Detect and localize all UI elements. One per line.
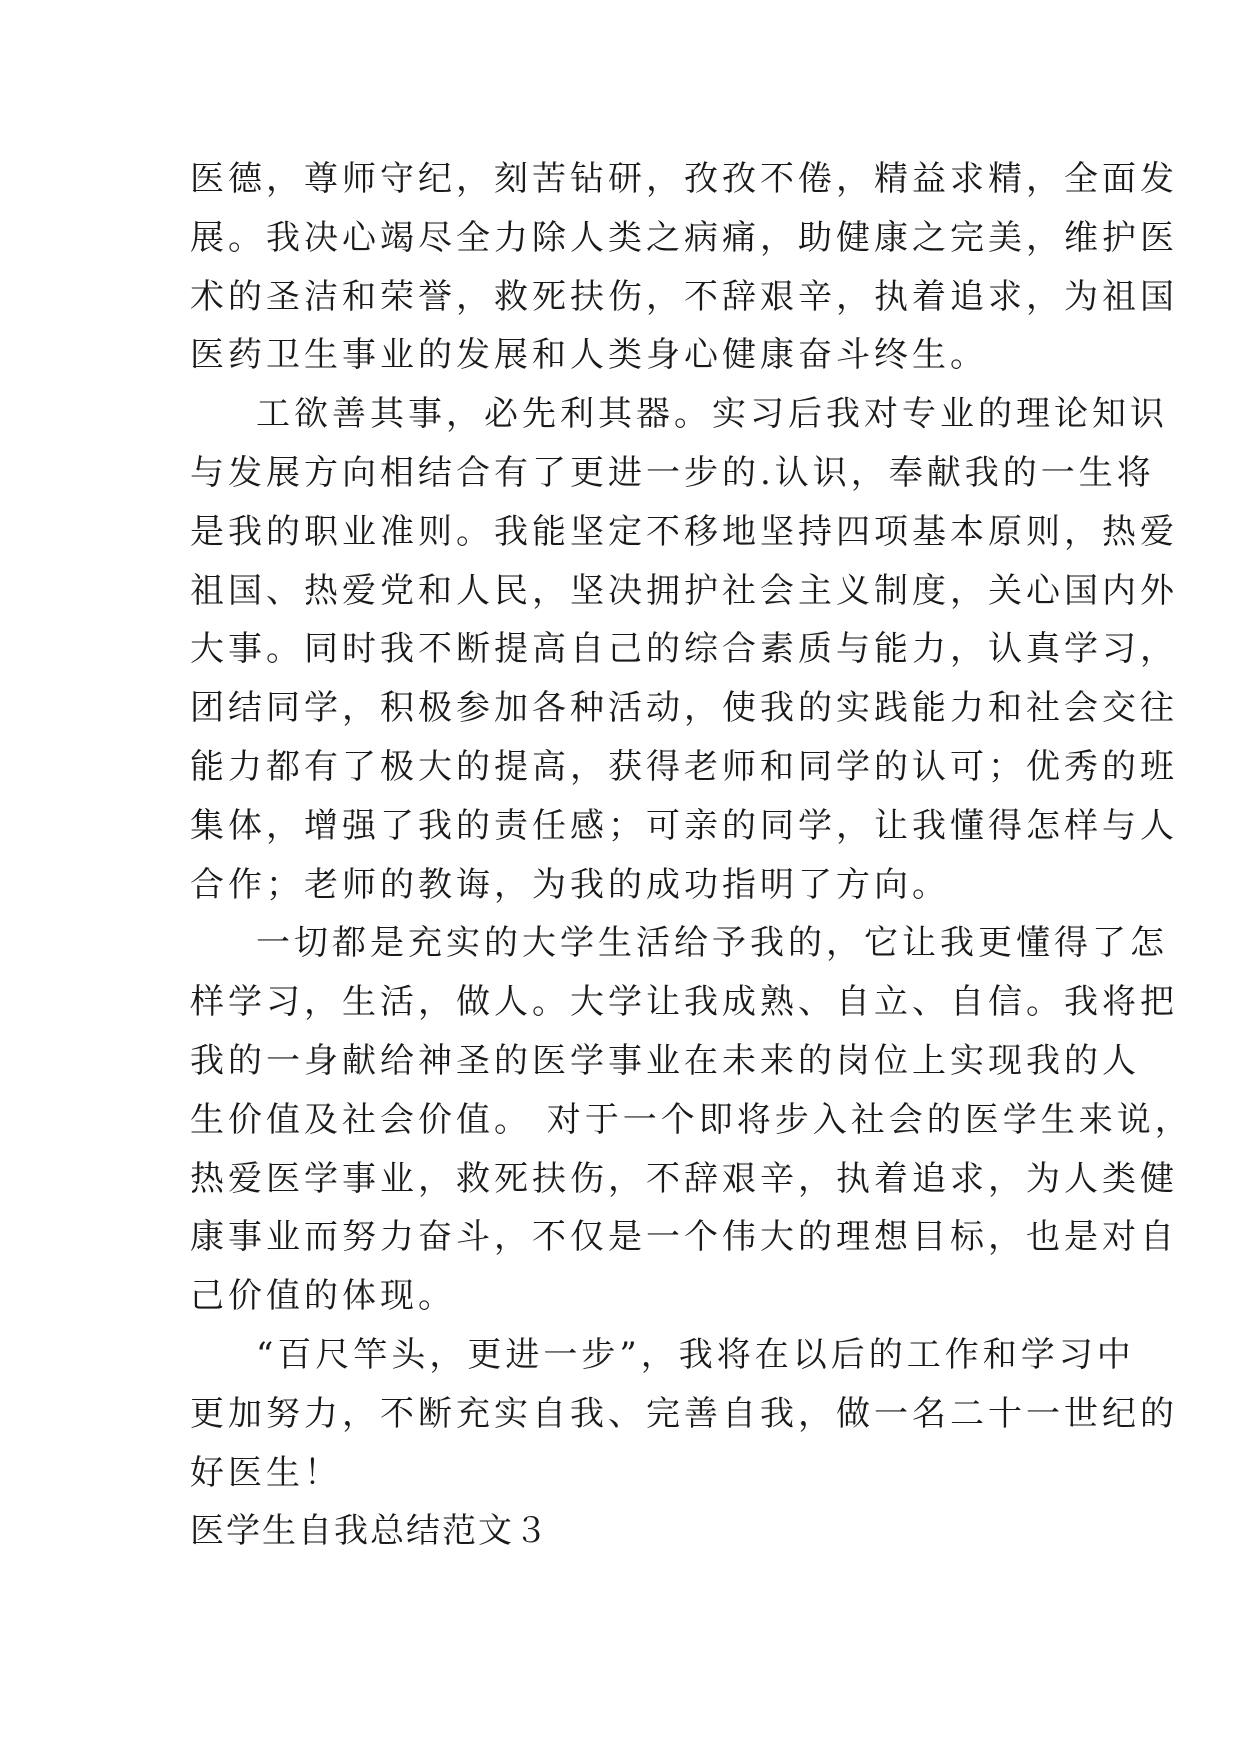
text-line: 是我的职业准则。我能坚定不移地坚持四项基本原则，热爱 bbox=[190, 511, 1178, 552]
paragraph-first-line: 工欲善其事，必先利其器。实习后我对专业的理论知识 bbox=[256, 394, 1168, 435]
text-line: 合作；老师的教诲，为我的成功指明了方向。 bbox=[190, 864, 950, 905]
text-line: 与发展方向相结合有了更进一步的.认识，奉献我的一生将 bbox=[190, 452, 1155, 493]
text-line: 医药卫生事业的发展和人类身心健康奋斗终生。 bbox=[190, 335, 988, 376]
text-line: 团结同学，积极参加各种活动，使我的实践能力和社会交往 bbox=[190, 688, 1178, 729]
text-line: 好医生！ bbox=[190, 1452, 342, 1493]
section-heading: 医学生自我总结范文３ bbox=[190, 1511, 550, 1552]
paragraph-first-line: “百尺竿头，更进一步”，我将在以后的工作和学习中 bbox=[256, 1334, 1135, 1375]
text-line: 我的一身献给神圣的医学事业在未来的岗位上实现我的人 bbox=[190, 1040, 1140, 1081]
text-line: 医德，尊师守纪，刻苦钻研，孜孜不倦，精益求精，全面发 bbox=[190, 159, 1178, 199]
text-line: 生价值及社会价值。 对于一个即将步入社会的医学生来说， bbox=[190, 1099, 1193, 1140]
text-line: 大事。同时我不断提高自己的综合素质与能力，认真学习， bbox=[190, 629, 1178, 670]
text-line: 集体，增强了我的责任感；可亲的同学，让我懂得怎样与人 bbox=[190, 805, 1178, 846]
text-line: 更加努力，不断充实自我、完善自我，做一名二十一世纪的 bbox=[190, 1393, 1178, 1434]
text-line: 术的圣洁和荣誉，救死扶伤，不辞艰辛，执着追求，为祖国 bbox=[190, 276, 1178, 317]
text-line: 己价值的体现。 bbox=[190, 1276, 456, 1317]
paragraph-first-line: 一切都是充实的大学生活给予我的，它让我更懂得了怎 bbox=[256, 923, 1168, 964]
text-line: 展。我决心竭尽全力除人类之病痛，助健康之完美，维护医 bbox=[190, 217, 1178, 258]
text-line: 能力都有了极大的提高，获得老师和同学的认可；优秀的班 bbox=[190, 746, 1178, 787]
text-line: 热爱医学事业，救死扶伤，不辞艰辛，执着追求，为人类健 bbox=[190, 1158, 1178, 1199]
text-line: 样学习，生活，做人。大学让我成熟、自立、自信。我将把 bbox=[190, 982, 1178, 1023]
text-line: 康事业而努力奋斗，不仅是一个伟大的理想目标，也是对自 bbox=[190, 1217, 1178, 1258]
text-line: 祖国、热爱党和人民，坚决拥护社会主义制度，关心国内外 bbox=[190, 570, 1178, 611]
document-body bbox=[190, 150, 1193, 1561]
